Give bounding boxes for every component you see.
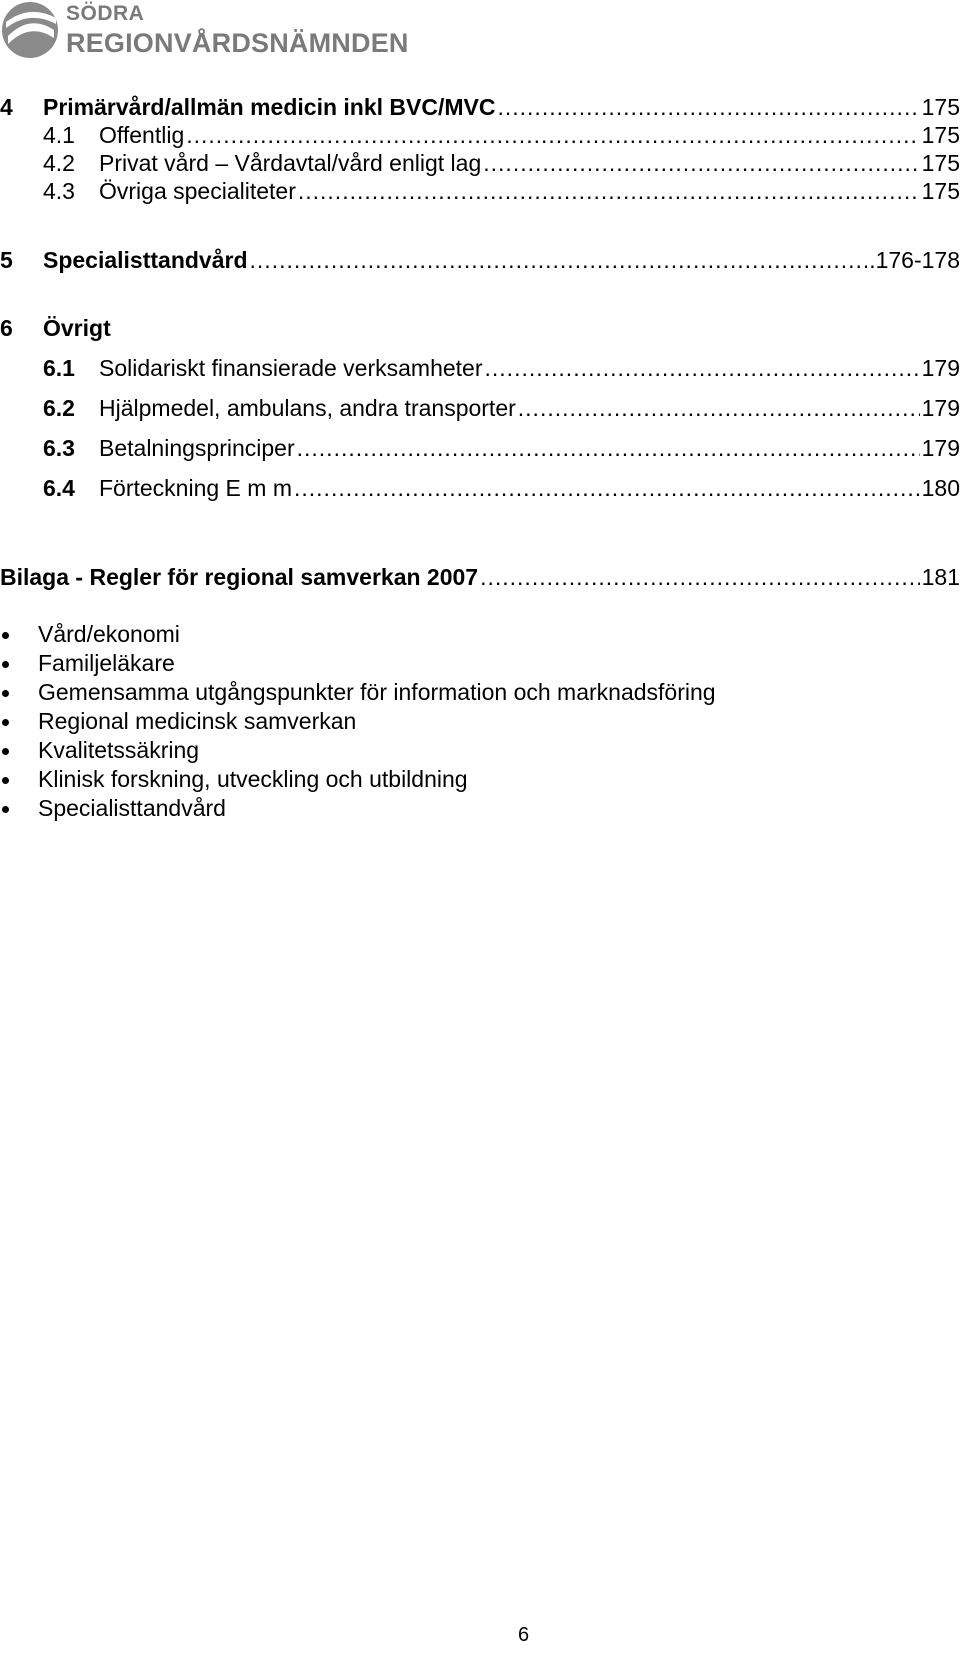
bullet-icon <box>2 777 9 784</box>
list-item-text: Regional medicinsk samverkan <box>38 708 357 734</box>
list-item-text: Vård/ekonomi <box>38 621 180 647</box>
toc-leader-dots <box>297 433 920 463</box>
toc-leader-dots <box>298 176 920 206</box>
toc-entry-label: Privat vård – Vårdavtal/vård enligt lag <box>99 150 482 176</box>
toc-entry-page: 179 <box>921 395 960 421</box>
toc-entry-number: 6.1 <box>43 355 75 381</box>
toc-entry-page: 175 <box>921 94 960 120</box>
toc-entry-label: Offentlig <box>99 122 185 148</box>
bullet-icon <box>2 661 9 668</box>
toc-leader-dots <box>483 148 919 178</box>
toc-entry-label: Förteckning E m m <box>99 475 292 501</box>
bullet-icon <box>2 632 9 639</box>
list-item-text: Specialisttandvård <box>38 795 226 821</box>
toc-entry-number: 6 <box>0 315 13 341</box>
toc-entry-label: Specialisttandvård <box>43 247 248 273</box>
toc-entry-number: 6.3 <box>43 435 75 461</box>
toc-entry-label: Bilaga - Regler för regional samverkan 2007 <box>0 564 479 590</box>
toc-entry[interactable] <box>0 148 960 178</box>
toc-entry-page: 180 <box>921 475 960 501</box>
toc-leader-dots <box>485 353 920 383</box>
toc-entry[interactable] <box>0 92 960 122</box>
toc-entry-label: Primärvård/allmän medicin inkl BVC/MVC <box>43 94 496 120</box>
toc-entry-number: 5 <box>0 247 13 273</box>
toc-entry-page: 181 <box>921 564 960 590</box>
page-number: 6 <box>518 1624 530 1646</box>
toc-entry-number: 6.4 <box>43 475 75 501</box>
logo-text-line2: REGIONVÅRDSNÄMNDEN <box>66 28 409 58</box>
toc-entry-label: Övrigt <box>43 315 111 341</box>
list-item <box>0 736 900 765</box>
toc-entry-label: Övriga specialiteter <box>99 178 296 204</box>
logo <box>0 0 440 66</box>
toc-entry-page: .176-178 <box>869 247 960 273</box>
toc-leader-dots <box>480 562 920 592</box>
toc-entry[interactable] <box>0 120 960 150</box>
toc-entry-page: 179 <box>921 355 960 381</box>
toc-entry[interactable] <box>0 393 960 423</box>
list-item <box>0 794 900 823</box>
toc-entry[interactable] <box>0 473 960 503</box>
toc-entry-label: Solidariskt finansierade verksamheter <box>99 355 483 381</box>
toc-entry-number: 4.2 <box>43 150 75 176</box>
list-item <box>0 678 900 707</box>
toc-entry-number: 6.2 <box>43 395 75 421</box>
toc-entry[interactable] <box>0 245 960 275</box>
toc-entry[interactable] <box>0 433 960 463</box>
toc-leader-dots <box>294 473 920 503</box>
list-item <box>0 649 900 678</box>
toc-entry-bilaga[interactable] <box>0 562 960 592</box>
toc-leader-dots <box>497 92 919 122</box>
bullet-icon <box>2 806 9 813</box>
list-item-text: Familjeläkare <box>38 650 175 676</box>
list-item <box>0 707 900 736</box>
toc-entry-page: 175 <box>921 150 960 176</box>
toc-leader-dots <box>186 120 919 150</box>
toc-entry-page: 175 <box>921 178 960 204</box>
list-item <box>0 620 900 649</box>
bullet-icon <box>2 690 9 697</box>
list-item <box>0 765 900 794</box>
bullet-icon <box>2 748 9 755</box>
toc-entry[interactable] <box>0 176 960 206</box>
logo-emblem-icon <box>0 0 62 62</box>
bullet-icon <box>2 719 9 726</box>
list-item-text: Kvalitetssäkring <box>38 737 200 763</box>
toc-entry-label: Hjälpmedel, ambulans, andra transporter <box>99 395 516 421</box>
toc-entry-number: 4.3 <box>43 178 75 204</box>
toc-entry-number: 4.1 <box>43 122 75 148</box>
toc-entry-page: 179 <box>921 435 960 461</box>
toc-entry-label: Betalningsprinciper <box>99 435 295 461</box>
toc-entry-number: 4 <box>0 94 13 120</box>
toc-leader-dots <box>518 393 920 423</box>
list-item-text: Klinisk forskning, utveckling och utbildning <box>38 766 468 792</box>
toc-leader-dots <box>250 245 868 275</box>
list-item-text: Gemensamma utgångspunkter för information och marknadsföring <box>38 679 716 705</box>
toc-section-heading[interactable] <box>0 313 960 343</box>
logo-text-line1: SÖDRA <box>66 2 145 25</box>
toc-entry-page: 175 <box>921 122 960 148</box>
toc-entry[interactable] <box>0 353 960 383</box>
